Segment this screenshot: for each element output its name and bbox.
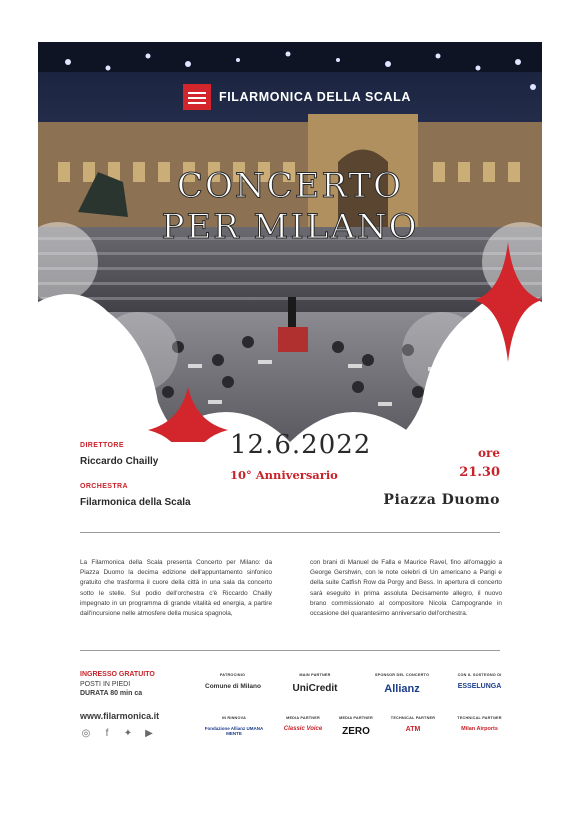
website-link[interactable]: www.filarmonica.it [80,711,160,721]
orchestra-name: Filarmonica della Scala [80,497,191,508]
description-right: con brani di Manuel de Falla e Maurice Ravel, fino all'omaggio a George Gershwin, con le note celebri di Un americano a Parigi e della suite Catfish Row da Porgy and Bess. In apertura di concerto sarà eseguito in prima assoluta Decisamente allegro, il nuovo brano commissionato al compositore Nicola Campogrande in occasione del quarantesimo anniversario dell'orchestra. [310,559,502,618]
allianz-logo: Allianz [384,683,420,695]
divider-bottom [80,650,500,651]
divider-top [80,532,500,533]
director-label: DIRETTORE [80,442,124,449]
sponsor-milan-airports: TECHNICAL PARTNER Milan Airports [452,716,507,732]
milan-airports-logo: Milan Airports [461,726,498,732]
event-time: 21.30 [459,465,500,480]
twitter-icon[interactable]: ✦ [123,728,133,739]
comune-milano-logo: Comune di Milano [205,683,261,690]
social-links [80,728,155,739]
scala-logo-icon [183,84,211,110]
sponsor-fondazione-allianz: IN RINNOVA Fondazione Allianz UMANA MENTE [204,716,264,736]
event-anniversary: 10° Anniversario [230,468,338,482]
event-date: 12.6.2022 [230,430,372,460]
esselunga-logo: ESSELUNGA [457,683,502,690]
sponsor-atm: TECHNICAL PARTNER ATM [390,716,436,733]
instagram-icon[interactable]: ◎ [81,728,91,739]
unicredit-logo: UniCredit [292,683,338,694]
youtube-icon[interactable]: ▶ [145,728,153,739]
time-label: ore [478,446,500,460]
fondazione-allianz-logo: Fondazione Allianz UMANA MENTE [204,726,264,736]
classic-voice-logo: Classic Voice [283,726,323,732]
posti-label: POSTI IN PIEDI [80,681,131,688]
sponsor-comune: PATROCINIO Comune di Milano [205,673,261,690]
description-left: La Filarmonica della Scala presenta Concerto per Milano: da Piazza Duomo la decima edizione dell'appuntamento sinfonico gratuito che trasforma il cuore della città in una sala da concerto sotto le stelle. Sul podio dell'orchestra c'è Riccardo Chailly impegnato in un programma di grande vitalità ed energia, a partire dall'incursione nelle atmosfere della musica spagnola, [80,559,272,618]
director-name: Riccardo Chailly [80,456,159,467]
sponsor-allianz: SPONSOR DEL CONCERTO Allianz [368,673,436,695]
orchestra-label: ORCHESTRA [80,483,128,490]
title-line-1: CONCERTO [176,166,404,206]
sponsor-esselunga: CON IL SOSTEGNO DI ESSELUNGA [452,673,507,690]
facebook-icon[interactable]: f [105,728,109,739]
title-line-2: PER MILANO [161,207,419,247]
sponsor-classic-voice: MEDIA PARTNER Classic Voice [280,716,326,732]
sponsor-zero: MEDIA PARTNER ZERO [336,716,376,737]
zero-logo: ZERO [342,726,370,737]
event-place: Piazza Duomo [383,492,500,508]
durata-label: DURATA 80 min ca [80,690,143,697]
ingresso-label: INGRESSO GRATUITO [80,671,155,678]
brand-header [183,84,411,110]
atm-logo: ATM [405,726,421,733]
brand-name: FILARMONICA DELLA SCALA [219,90,412,104]
sponsor-unicredit: MAIN PARTNER UniCredit [280,673,350,694]
